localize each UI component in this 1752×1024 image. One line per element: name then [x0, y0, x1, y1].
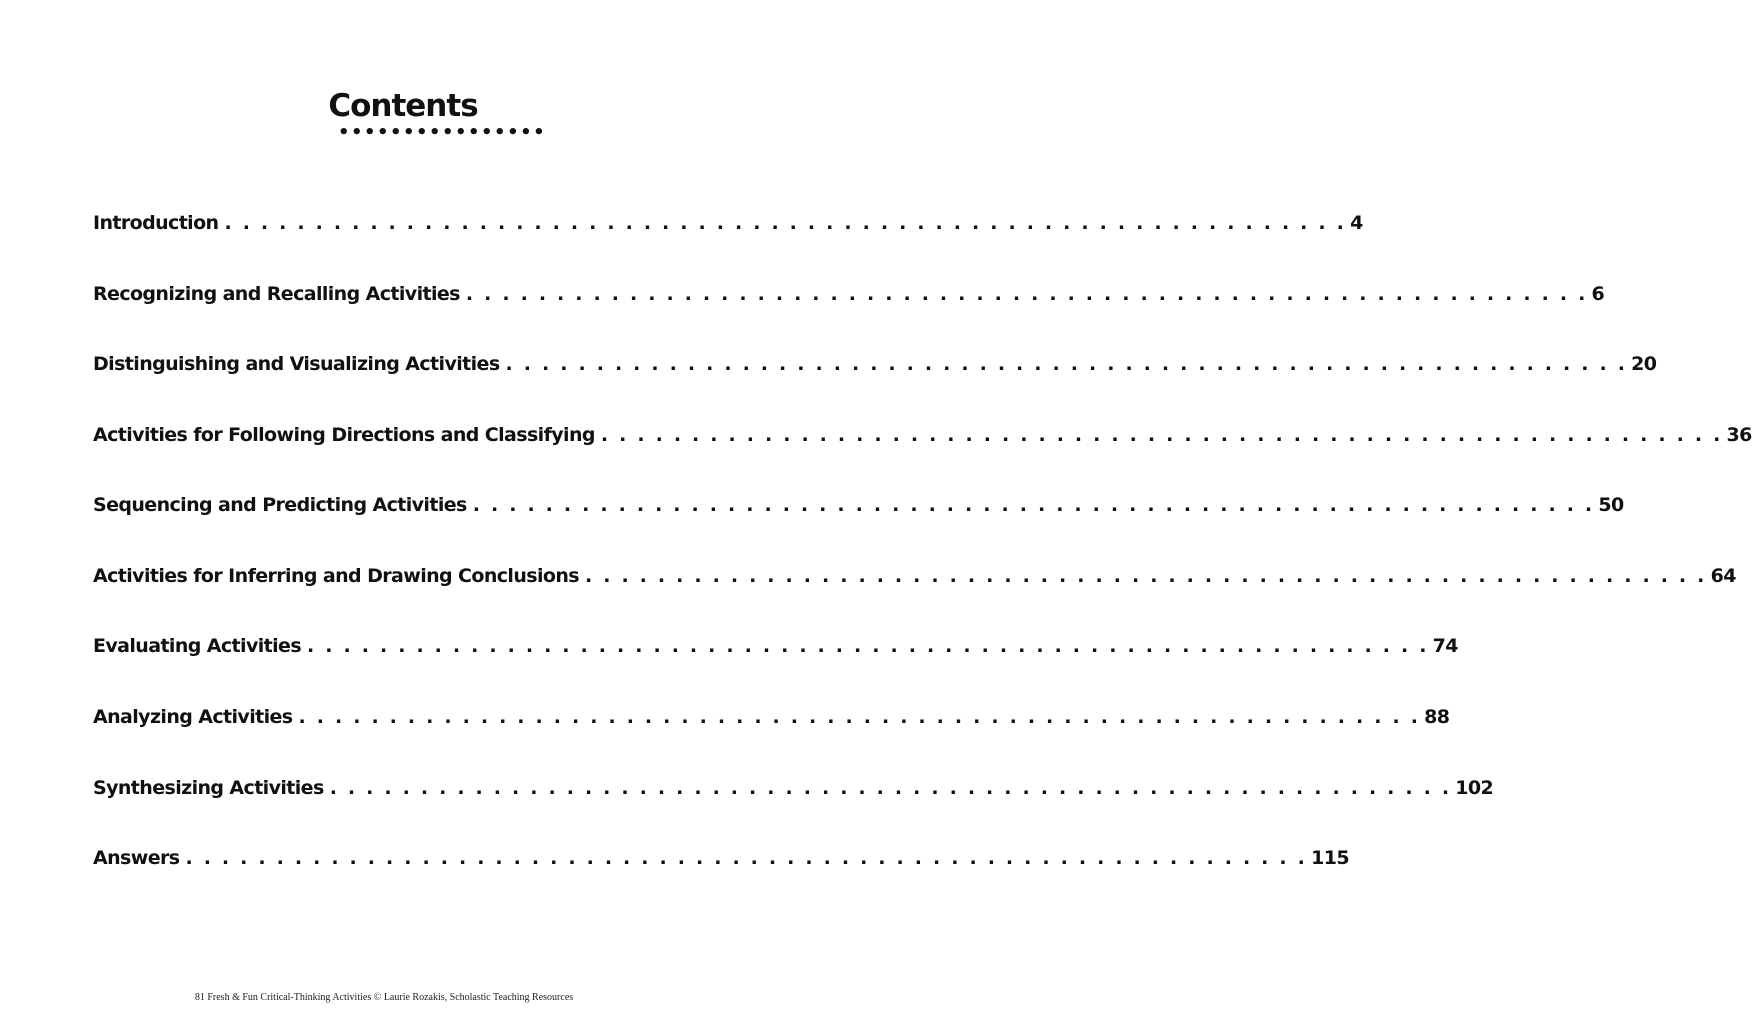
- toc-leader-dots: . . . . . . . . . . . . . . . . . . . . . . . . . . . . . . . . . . . . . . . . . . . . . . . . . . . . . . . . . . . . . .: [185, 847, 1308, 869]
- toc-entry-title: Introduction: [93, 212, 219, 234]
- toc-entry-title: Sequencing and Predicting Activities: [93, 494, 467, 516]
- toc-entry: [93, 277, 1605, 311]
- page-title: Contents: [328, 88, 478, 124]
- toc-page-number: 74: [1432, 635, 1458, 657]
- toc-entry: [93, 488, 1624, 522]
- toc-entry: [93, 700, 1450, 734]
- toc-entry: [93, 559, 1736, 593]
- toc-leader-dots: . . . . . . . . . . . . . . . . . . . . . . . . . . . . . . . . . . . . . . . . . . . . . . . . . . . . . . . . . . . . . .: [584, 565, 1707, 587]
- toc-entry-title: Distinguishing and Visualizing Activities: [93, 353, 500, 375]
- toc-leader-dots: . . . . . . . . . . . . . . . . . . . . . . . . . . . . . . . . . . . . . . . . . . . . . . . . . . . . . . . . . . . . . .: [224, 212, 1347, 234]
- toc-entry-title: Activities for Inferring and Drawing Conclusions: [93, 565, 579, 587]
- toc-page-number: 88: [1424, 706, 1450, 728]
- page-footer: 81 Fresh & Fun Critical-Thinking Activities © Laurie Rozakis, Scholastic Teaching Resources: [194, 992, 574, 1003]
- toc-leader-dots: . . . . . . . . . . . . . . . . . . . . . . . . . . . . . . . . . . . . . . . . . . . . . . . . . . . . . . . . . . . . . .: [307, 635, 1429, 657]
- toc-page-number: 115: [1311, 847, 1349, 869]
- toc-page-number: 102: [1455, 777, 1494, 799]
- toc-leader-dots: . . . . . . . . . . . . . . . . . . . . . . . . . . . . . . . . . . . . . . . . . . . . . . . . . . . . . . . . . . . . . .: [465, 283, 1588, 305]
- toc-leader-dots: . . . . . . . . . . . . . . . . . . . . . . . . . . . . . . . . . . . . . . . . . . . . . . . . . . . . . . . . . . . . . .: [472, 494, 1595, 516]
- toc-page-number: 36: [1726, 424, 1752, 446]
- title-underline-dots: ••••••••••••••••: [338, 122, 547, 143]
- toc-page-number: 6: [1591, 283, 1605, 305]
- toc-entry: [93, 629, 1458, 663]
- toc-entry: [93, 347, 1657, 381]
- toc-leader-dots: . . . . . . . . . . . . . . . . . . . . . . . . . . . . . . . . . . . . . . . . . . . . . . . . . . . . . . . . . . . . . .: [600, 424, 1723, 446]
- toc-page-number: 20: [1631, 353, 1657, 375]
- toc-entry-title: Analyzing Activities: [93, 706, 293, 728]
- toc-entry: [93, 418, 1752, 452]
- toc-page-number: 4: [1350, 212, 1363, 234]
- toc-leader-dots: . . . . . . . . . . . . . . . . . . . . . . . . . . . . . . . . . . . . . . . . . . . . . . . . . . . . . . . . . . . . . .: [329, 777, 1452, 799]
- toc-entry: [93, 771, 1494, 805]
- toc-entry-title: Activities for Following Directions and Classifying: [93, 424, 595, 446]
- toc-leader-dots: . . . . . . . . . . . . . . . . . . . . . . . . . . . . . . . . . . . . . . . . . . . . . . . . . . . . . . . . . . . . . .: [298, 706, 1421, 728]
- toc-entry-title: Recognizing and Recalling Activities: [93, 283, 460, 305]
- toc-entry-title: Synthesizing Activities: [93, 777, 324, 799]
- toc-entry-title: Answers: [93, 847, 180, 869]
- toc-page-number: 50: [1598, 494, 1624, 516]
- toc-entry-title: Evaluating Activities: [93, 635, 302, 657]
- toc-leader-dots: . . . . . . . . . . . . . . . . . . . . . . . . . . . . . . . . . . . . . . . . . . . . . . . . . . . . . . . . . . . . . .: [505, 353, 1628, 375]
- toc-page-number: 64: [1710, 565, 1736, 587]
- toc-entry: [93, 841, 1349, 875]
- toc-entry: [93, 206, 1363, 240]
